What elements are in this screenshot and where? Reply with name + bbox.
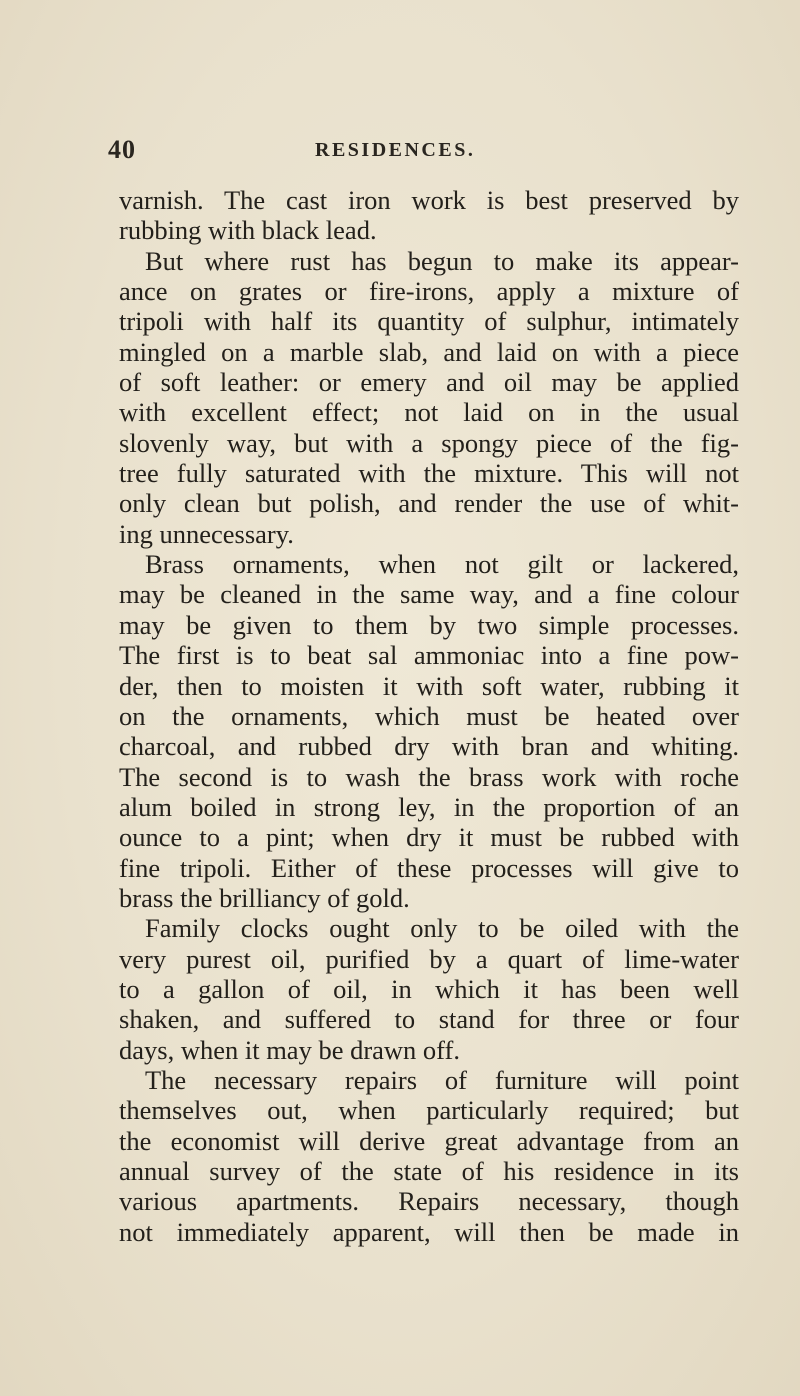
text-line: alum boiled in strong ley, in the proportion of an <box>119 791 739 822</box>
text-line: various apartments. Repairs necessary, though <box>119 1186 739 1217</box>
text-line: slovenly way, but with a spongy piece of the fig- <box>119 427 739 458</box>
text-line: ance on grates or fire-irons, apply a mixture of <box>119 276 739 307</box>
text-line: tree fully saturated with the mixture. This will not <box>119 458 739 489</box>
text-line: only clean but polish, and render the use of whit- <box>119 488 739 519</box>
text-line: may be given to them by two simple processes. <box>119 609 739 640</box>
text-line: of soft leather: or emery and oil may be applied <box>119 367 739 398</box>
text-line: the economist will derive great advantage from an <box>119 1125 739 1156</box>
text-line: to a gallon of oil, in which it has been well <box>119 973 739 1004</box>
text-line: The first is to beat sal ammoniac into a fine pow- <box>119 640 739 671</box>
running-title: RESIDENCES. <box>315 139 476 161</box>
text-line: with excellent effect; not laid on in the usual <box>119 397 739 428</box>
text-line: on the ornaments, which must be heated over <box>119 700 739 731</box>
body-text <box>119 185 739 1247</box>
text-line: mingled on a marble slab, and laid on with a piece <box>119 336 739 367</box>
page-number: 40 <box>108 135 136 164</box>
text-line: ing unnecessary. <box>119 518 294 549</box>
text-line: der, then to moisten it with soft water, rubbing it <box>119 670 739 701</box>
text-line: not immediately apparent, will then be made in <box>119 1216 739 1247</box>
text-line: tripoli with half its quantity of sulphur, intimately <box>119 306 739 337</box>
text-line: ounce to a pint; when dry it must be rubbed with <box>119 822 739 853</box>
text-line: shaken, and suffered to stand for three or four <box>119 1004 739 1035</box>
text-line: days, when it may be drawn off. <box>119 1034 460 1065</box>
text-line: fine tripoli. Either of these processes will give to <box>119 852 739 883</box>
text-line: Brass ornaments, when not gilt or lackered, <box>145 549 739 580</box>
text-line: themselves out, when particularly required; but <box>119 1095 739 1126</box>
text-line: But where rust has begun to make its appear- <box>145 245 739 276</box>
text-line: The second is to wash the brass work with roche <box>119 761 739 792</box>
text-line: annual survey of the state of his residence in its <box>119 1156 739 1186</box>
text-line: varnish. The cast iron work is best preserved by <box>119 185 739 215</box>
text-line: brass the brilliancy of gold. <box>119 882 410 913</box>
text-line: charcoal, and rubbed dry with bran and whiting. <box>119 731 739 762</box>
text-line: Family clocks ought only to be oiled with the <box>145 913 739 944</box>
text-line: may be cleaned in the same way, and a fine colour <box>119 579 739 610</box>
running-head <box>108 135 728 169</box>
text-line: The necessary repairs of furniture will point <box>145 1064 739 1095</box>
text-line: rubbing with black lead. <box>119 215 377 246</box>
text-line: very purest oil, purified by a quart of lime-water <box>119 943 739 974</box>
